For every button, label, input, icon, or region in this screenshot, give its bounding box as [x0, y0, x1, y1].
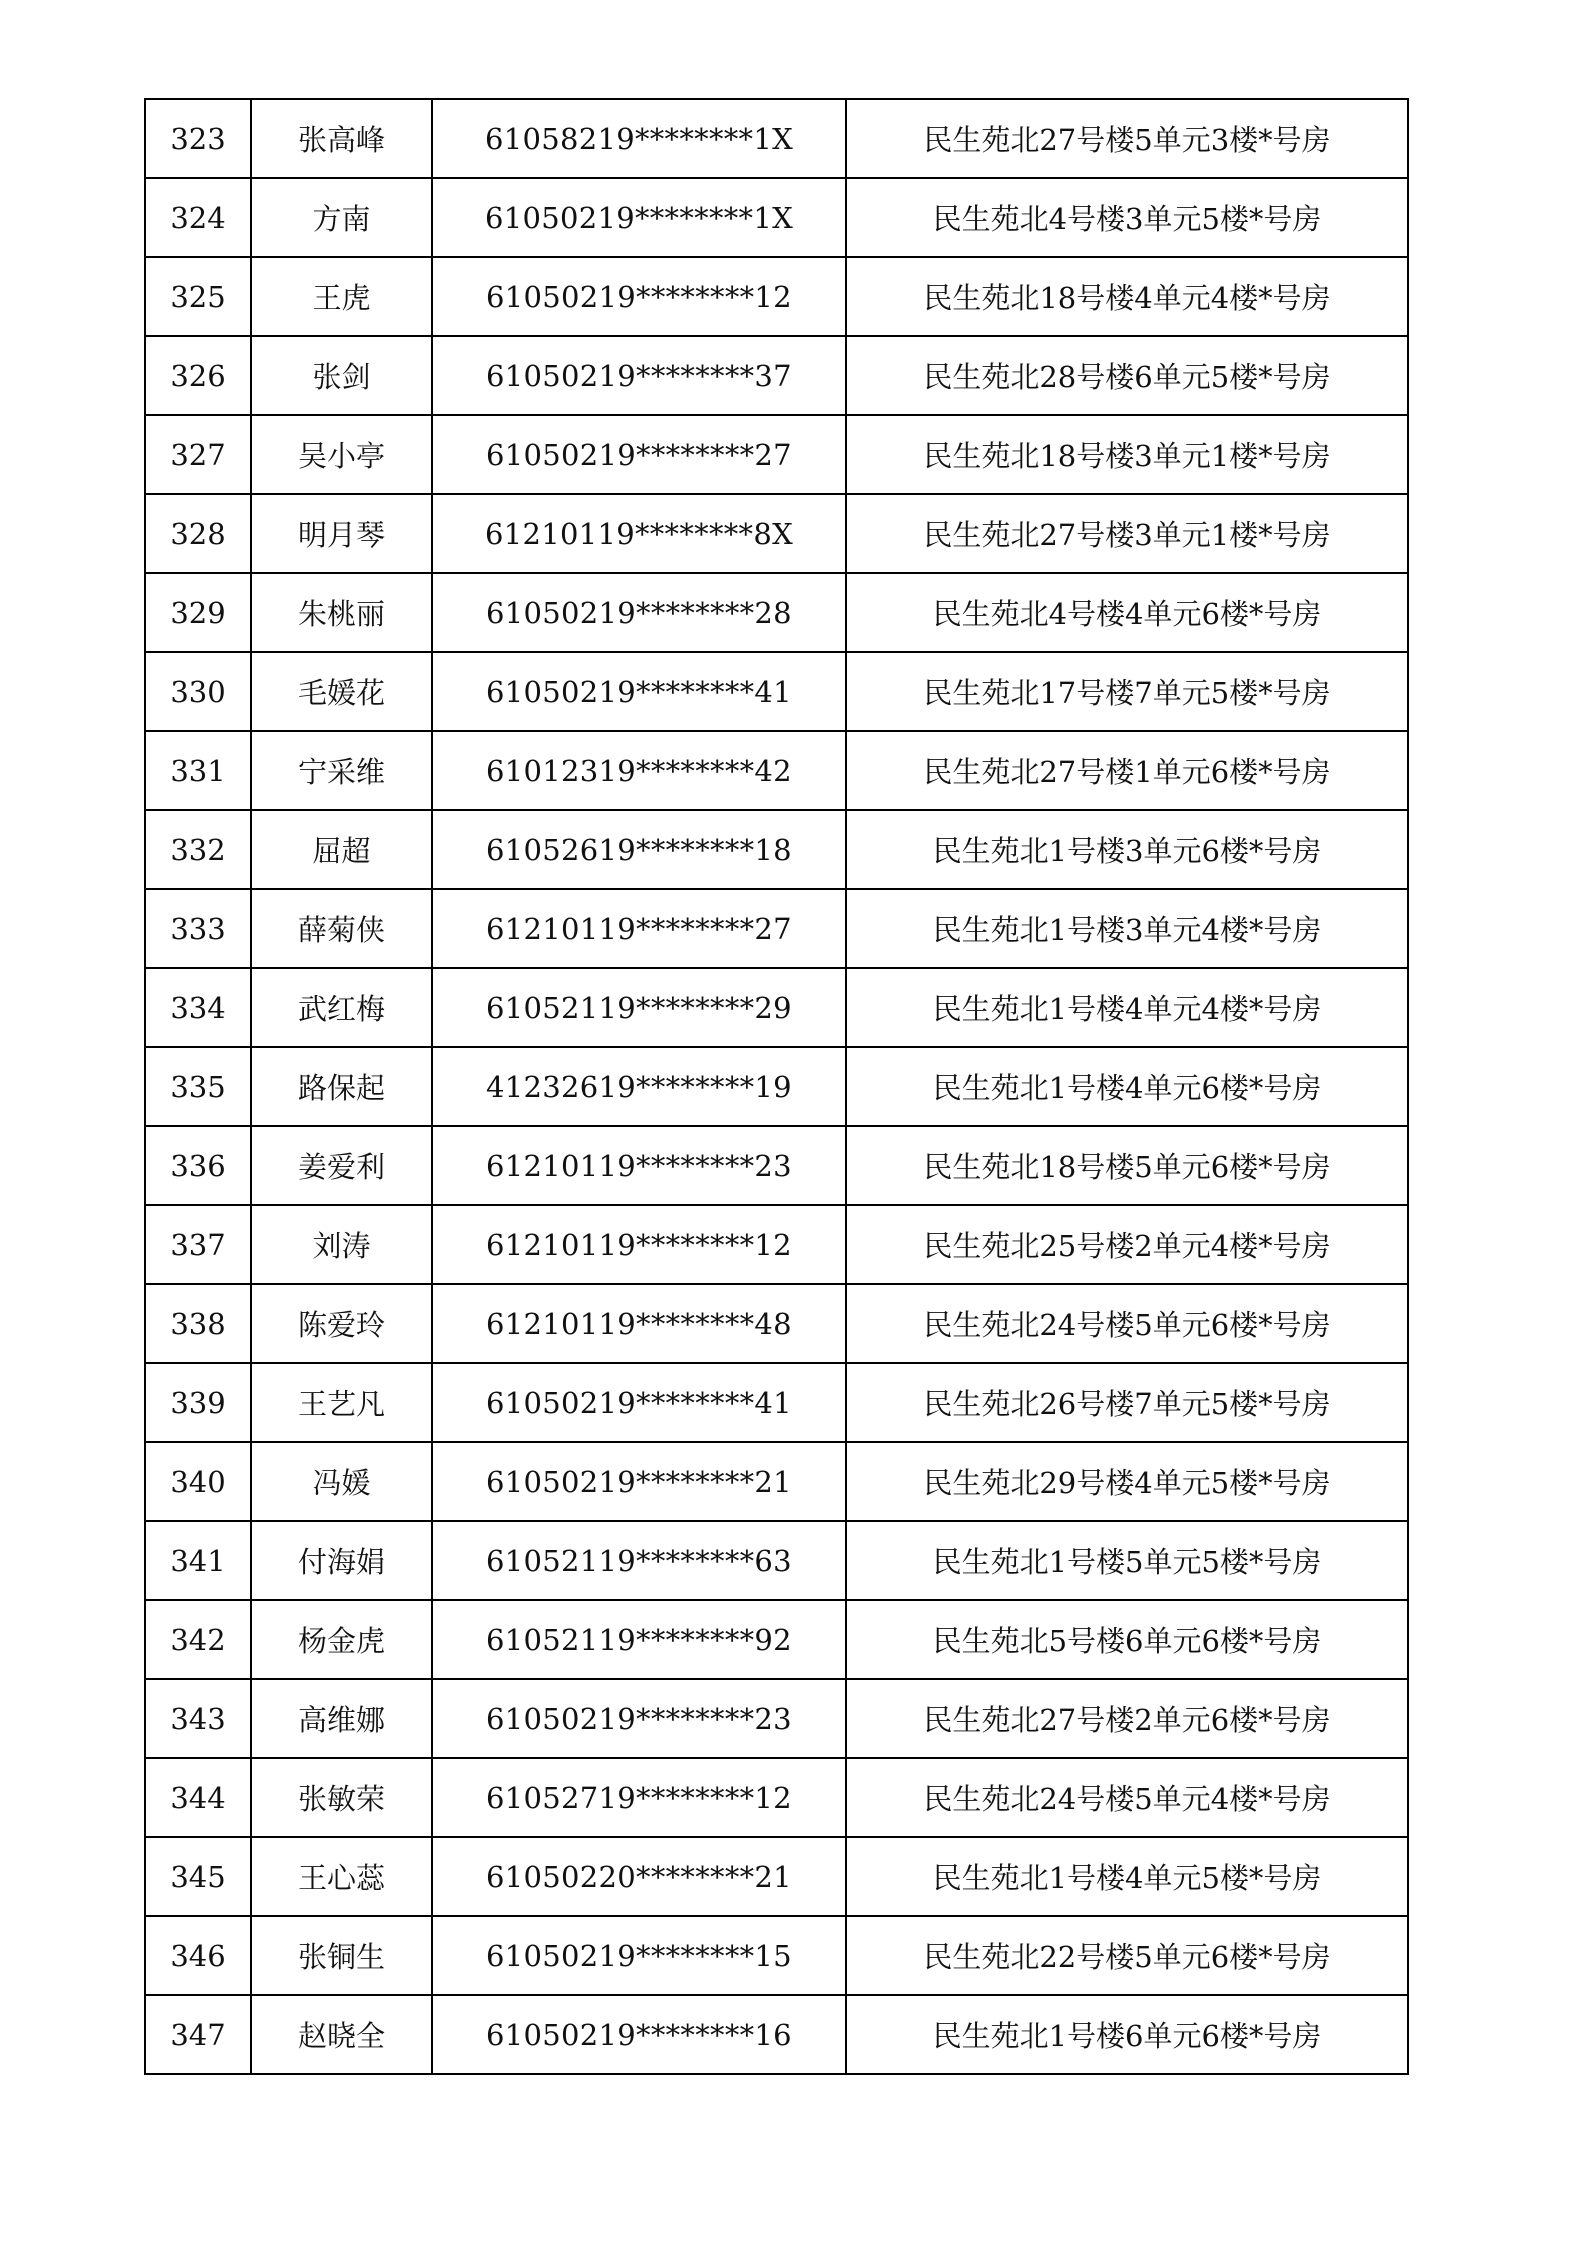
row-number-cell: 337: [145, 1205, 251, 1284]
row-number-cell: 340: [145, 1442, 251, 1521]
table-row: [145, 1126, 1408, 1205]
row-number-cell: 333: [145, 889, 251, 968]
name-cell: 冯媛: [251, 1442, 432, 1521]
row-number-cell: 345: [145, 1837, 251, 1916]
row-number-cell: 329: [145, 573, 251, 652]
name-cell: 毛媛花: [251, 652, 432, 731]
address-cell: 民生苑北26号楼7单元5楼*号房: [846, 1363, 1408, 1442]
name-cell: 陈爱玲: [251, 1284, 432, 1363]
id-number-cell: 61050219********28: [432, 573, 846, 652]
id-number-cell: 61210119********8X: [432, 494, 846, 573]
name-cell: 屈超: [251, 810, 432, 889]
name-cell: 杨金虎: [251, 1600, 432, 1679]
id-number-cell: 41232619********19: [432, 1047, 846, 1126]
row-number-cell: 325: [145, 257, 251, 336]
roster-table: [144, 98, 1409, 2075]
address-cell: 民生苑北1号楼6单元6楼*号房: [846, 1995, 1408, 2074]
row-number-cell: 326: [145, 336, 251, 415]
id-number-cell: 61050219********41: [432, 1363, 846, 1442]
name-cell: 王艺凡: [251, 1363, 432, 1442]
row-number-cell: 327: [145, 415, 251, 494]
id-number-cell: 61050219********27: [432, 415, 846, 494]
name-cell: 朱桃丽: [251, 573, 432, 652]
name-cell: 薛菊侠: [251, 889, 432, 968]
id-number-cell: 61052119********29: [432, 968, 846, 1047]
id-number-cell: 61052119********63: [432, 1521, 846, 1600]
address-cell: 民生苑北29号楼4单元5楼*号房: [846, 1442, 1408, 1521]
name-cell: 张敏荣: [251, 1758, 432, 1837]
id-number-cell: 61012319********42: [432, 731, 846, 810]
address-cell: 民生苑北5号楼6单元6楼*号房: [846, 1600, 1408, 1679]
id-number-cell: 61210119********48: [432, 1284, 846, 1363]
name-cell: 张剑: [251, 336, 432, 415]
address-cell: 民生苑北1号楼4单元5楼*号房: [846, 1837, 1408, 1916]
table-row: [145, 573, 1408, 652]
table-row: [145, 1916, 1408, 1995]
name-cell: 赵晓全: [251, 1995, 432, 2074]
address-cell: 民生苑北1号楼5单元5楼*号房: [846, 1521, 1408, 1600]
row-number-cell: 323: [145, 99, 251, 178]
name-cell: 吴小亭: [251, 415, 432, 494]
roster-body: [145, 99, 1408, 2074]
id-number-cell: 61050219********16: [432, 1995, 846, 2074]
table-row: [145, 889, 1408, 968]
table-row: [145, 1995, 1408, 2074]
id-number-cell: 61050220********21: [432, 1837, 846, 1916]
table-row: [145, 1284, 1408, 1363]
name-cell: 方南: [251, 178, 432, 257]
table-row: [145, 1363, 1408, 1442]
name-cell: 姜爱利: [251, 1126, 432, 1205]
address-cell: 民生苑北18号楼5单元6楼*号房: [846, 1126, 1408, 1205]
name-cell: 张高峰: [251, 99, 432, 178]
table-row: [145, 1047, 1408, 1126]
table-row: [145, 415, 1408, 494]
row-number-cell: 332: [145, 810, 251, 889]
row-number-cell: 342: [145, 1600, 251, 1679]
id-number-cell: 61050219********21: [432, 1442, 846, 1521]
name-cell: 宁采维: [251, 731, 432, 810]
address-cell: 民生苑北22号楼5单元6楼*号房: [846, 1916, 1408, 1995]
name-cell: 明月琴: [251, 494, 432, 573]
id-number-cell: 61058219********1X: [432, 99, 846, 178]
address-cell: 民生苑北1号楼3单元4楼*号房: [846, 889, 1408, 968]
address-cell: 民生苑北27号楼2单元6楼*号房: [846, 1679, 1408, 1758]
table-row: [145, 968, 1408, 1047]
address-cell: 民生苑北27号楼1单元6楼*号房: [846, 731, 1408, 810]
address-cell: 民生苑北24号楼5单元4楼*号房: [846, 1758, 1408, 1837]
name-cell: 王虎: [251, 257, 432, 336]
name-cell: 路保起: [251, 1047, 432, 1126]
name-cell: 付海娟: [251, 1521, 432, 1600]
row-number-cell: 339: [145, 1363, 251, 1442]
row-number-cell: 324: [145, 178, 251, 257]
name-cell: 刘涛: [251, 1205, 432, 1284]
table-row: [145, 1205, 1408, 1284]
address-cell: 民生苑北28号楼6单元5楼*号房: [846, 336, 1408, 415]
id-number-cell: 61210119********27: [432, 889, 846, 968]
table-row: [145, 1679, 1408, 1758]
address-cell: 民生苑北18号楼4单元4楼*号房: [846, 257, 1408, 336]
row-number-cell: 335: [145, 1047, 251, 1126]
id-number-cell: 61052119********92: [432, 1600, 846, 1679]
address-cell: 民生苑北27号楼5单元3楼*号房: [846, 99, 1408, 178]
row-number-cell: 346: [145, 1916, 251, 1995]
table-row: [145, 731, 1408, 810]
name-cell: 王心蕊: [251, 1837, 432, 1916]
address-cell: 民生苑北18号楼3单元1楼*号房: [846, 415, 1408, 494]
table-row: [145, 99, 1408, 178]
id-number-cell: 61210119********12: [432, 1205, 846, 1284]
name-cell: 高维娜: [251, 1679, 432, 1758]
address-cell: 民生苑北24号楼5单元6楼*号房: [846, 1284, 1408, 1363]
row-number-cell: 330: [145, 652, 251, 731]
table-row: [145, 1758, 1408, 1837]
row-number-cell: 331: [145, 731, 251, 810]
name-cell: 武红梅: [251, 968, 432, 1047]
table-row: [145, 257, 1408, 336]
id-number-cell: 61050219********37: [432, 336, 846, 415]
id-number-cell: 61050219********23: [432, 1679, 846, 1758]
address-cell: 民生苑北1号楼4单元6楼*号房: [846, 1047, 1408, 1126]
id-number-cell: 61052719********12: [432, 1758, 846, 1837]
table-row: [145, 494, 1408, 573]
id-number-cell: 61052619********18: [432, 810, 846, 889]
table-row: [145, 1837, 1408, 1916]
address-cell: 民生苑北27号楼3单元1楼*号房: [846, 494, 1408, 573]
address-cell: 民生苑北1号楼4单元4楼*号房: [846, 968, 1408, 1047]
id-number-cell: 61050219********41: [432, 652, 846, 731]
address-cell: 民生苑北1号楼3单元6楼*号房: [846, 810, 1408, 889]
table-row: [145, 810, 1408, 889]
table-row: [145, 652, 1408, 731]
row-number-cell: 347: [145, 1995, 251, 2074]
row-number-cell: 344: [145, 1758, 251, 1837]
id-number-cell: 61210119********23: [432, 1126, 846, 1205]
address-cell: 民生苑北4号楼3单元5楼*号房: [846, 178, 1408, 257]
table-row: [145, 1442, 1408, 1521]
id-number-cell: 61050219********12: [432, 257, 846, 336]
row-number-cell: 338: [145, 1284, 251, 1363]
row-number-cell: 334: [145, 968, 251, 1047]
address-cell: 民生苑北17号楼7单元5楼*号房: [846, 652, 1408, 731]
row-number-cell: 336: [145, 1126, 251, 1205]
address-cell: 民生苑北4号楼4单元6楼*号房: [846, 573, 1408, 652]
table-row: [145, 336, 1408, 415]
table-row: [145, 178, 1408, 257]
id-number-cell: 61050219********15: [432, 1916, 846, 1995]
address-cell: 民生苑北25号楼2单元4楼*号房: [846, 1205, 1408, 1284]
row-number-cell: 328: [145, 494, 251, 573]
row-number-cell: 343: [145, 1679, 251, 1758]
id-number-cell: 61050219********1X: [432, 178, 846, 257]
row-number-cell: 341: [145, 1521, 251, 1600]
table-row: [145, 1521, 1408, 1600]
table-row: [145, 1600, 1408, 1679]
name-cell: 张铜生: [251, 1916, 432, 1995]
